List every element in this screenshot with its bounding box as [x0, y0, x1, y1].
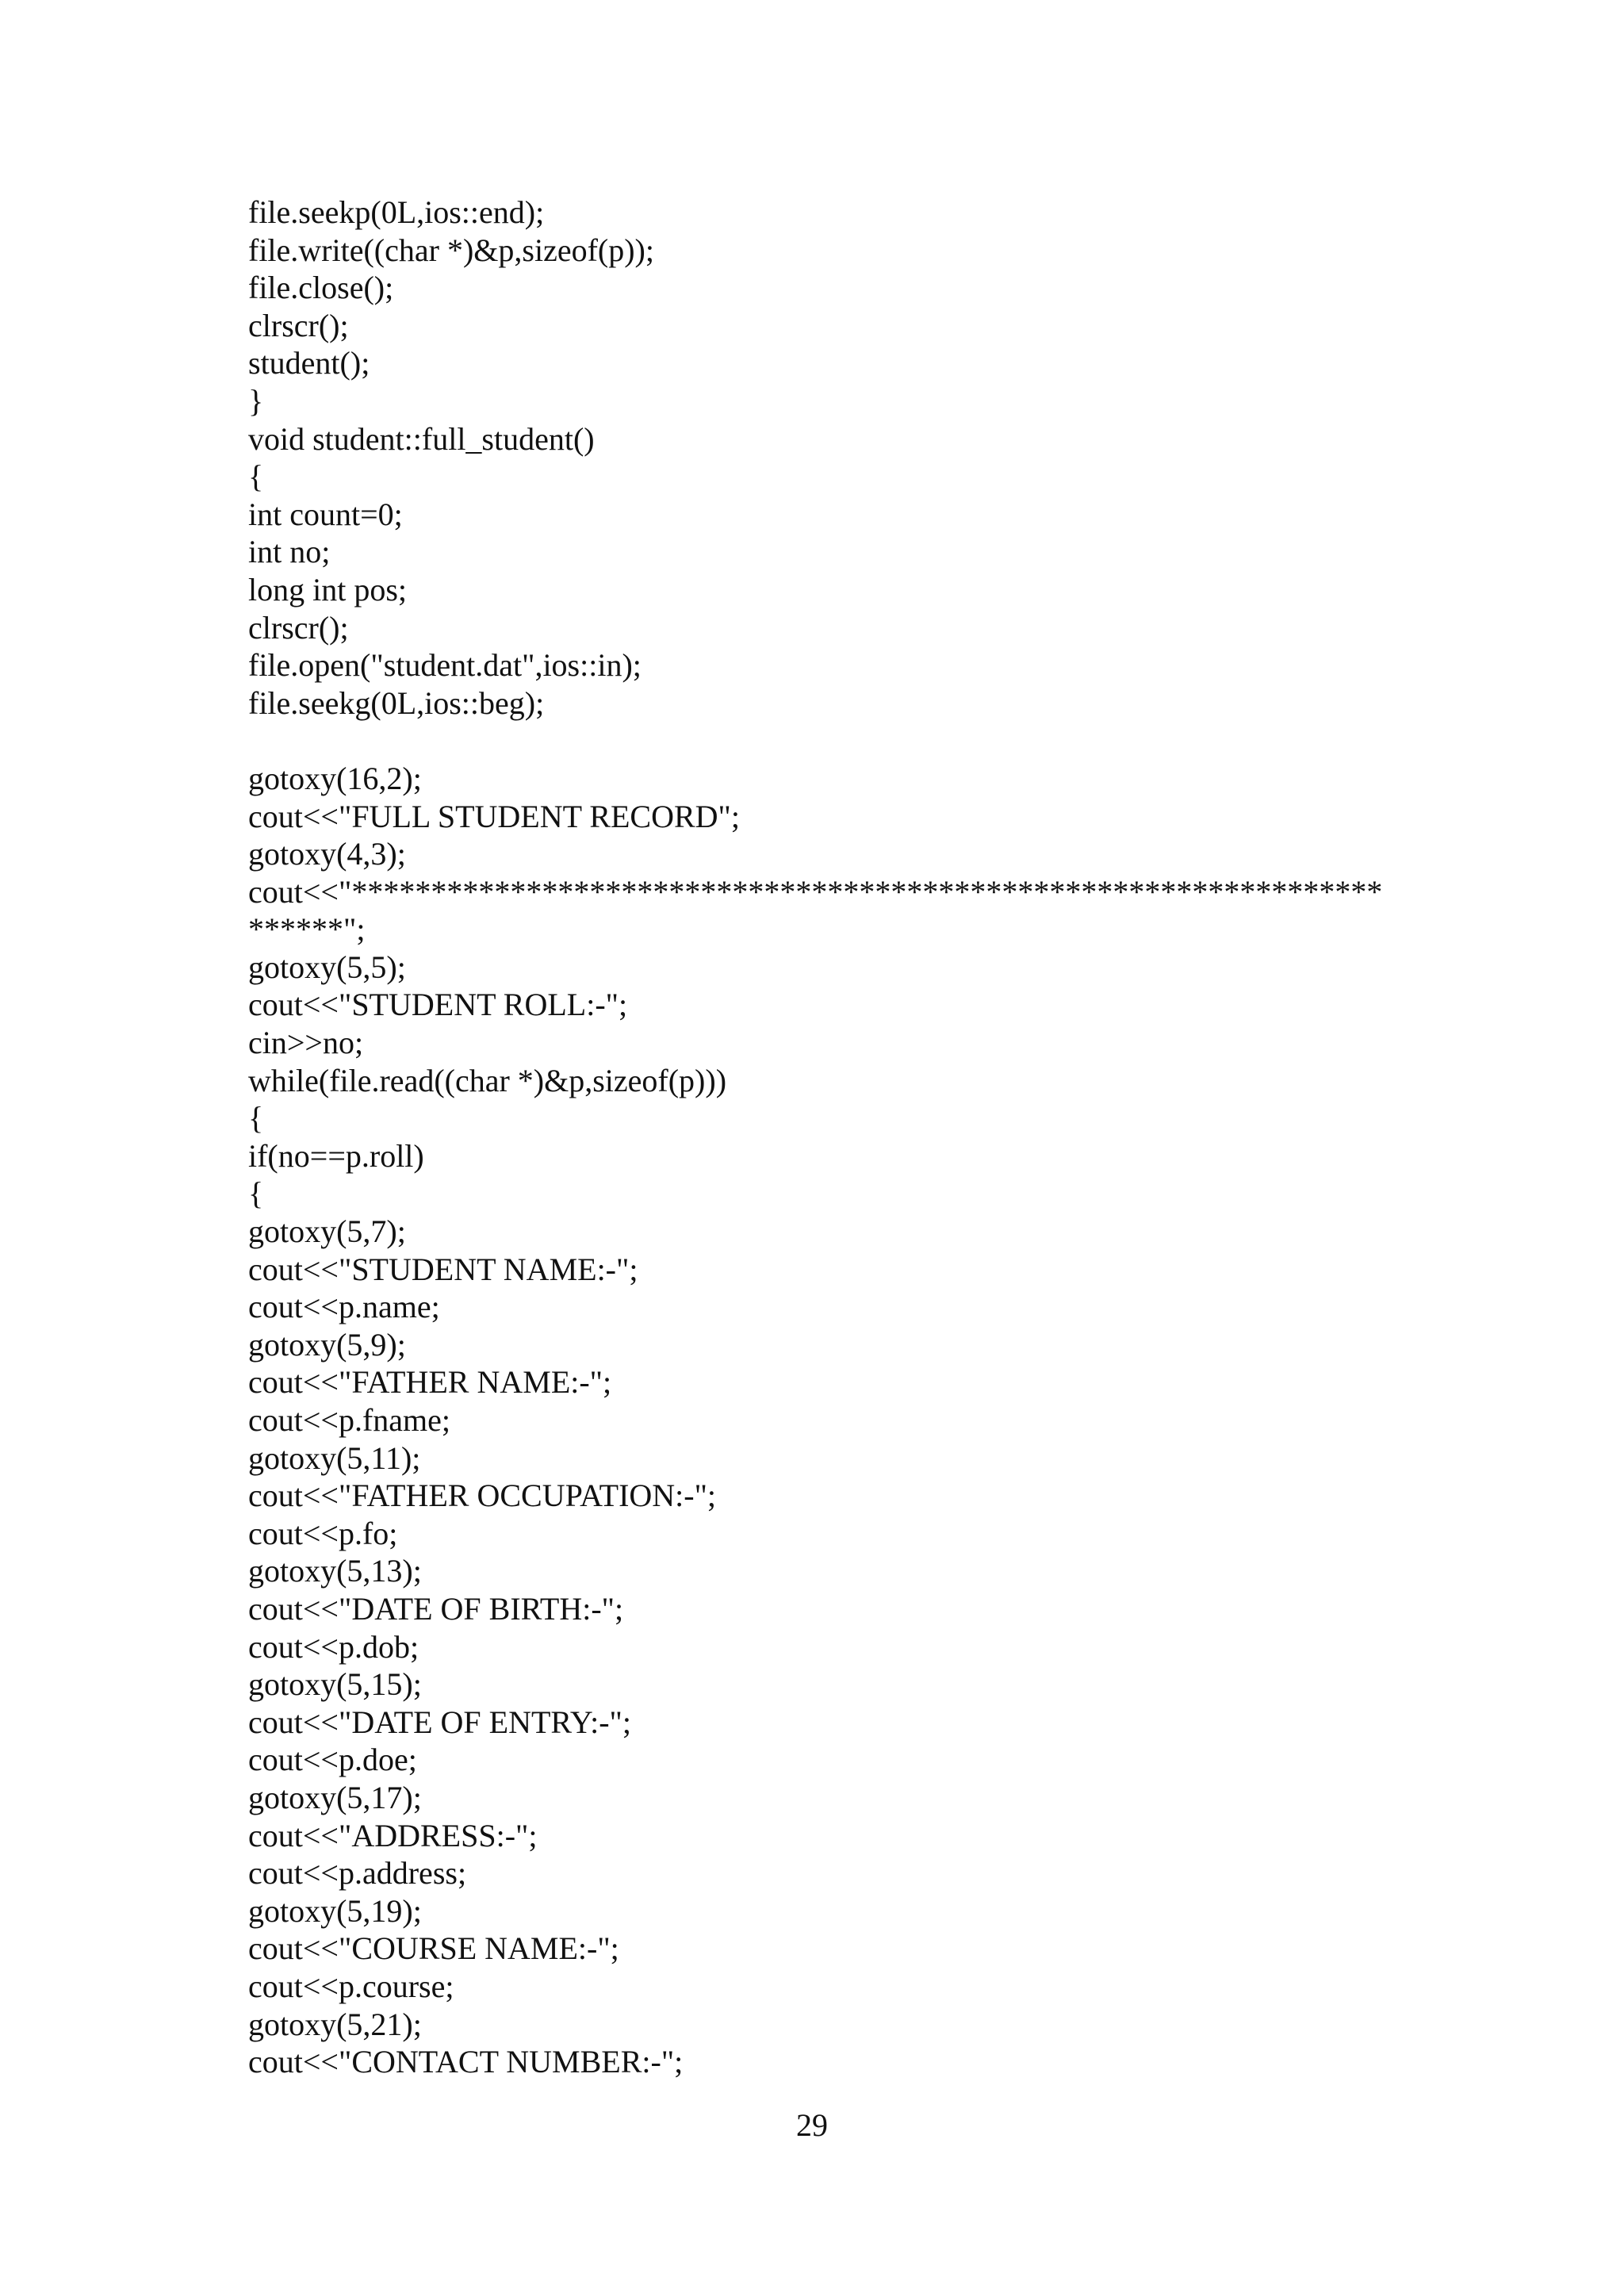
code-line: gotoxy(5,13); — [248, 1553, 422, 1589]
code-line: cout<<"DATE OF ENTRY:-"; — [248, 1704, 631, 1740]
code-line: cout<<p.fname; — [248, 1402, 451, 1438]
code-line: file.open("student.dat",ios::in); — [248, 647, 642, 684]
code-line: if(no==p.roll) — [248, 1137, 424, 1174]
code-line: file.close(); — [248, 270, 394, 306]
code-line: cout<<p.dob; — [248, 1628, 419, 1665]
code-line: ******"; — [248, 911, 366, 948]
code-line: gotoxy(5,7); — [248, 1213, 406, 1250]
code-line: int no; — [248, 534, 331, 570]
code-line: clrscr(); — [248, 609, 349, 646]
code-line: int count=0; — [248, 496, 403, 532]
code-line: gotoxy(16,2); — [248, 760, 422, 796]
code-line: gotoxy(5,17); — [248, 1779, 422, 1815]
code-line: file.seekp(0L,ios::end); — [248, 194, 545, 230]
code-line: long int pos; — [248, 571, 408, 608]
code-line: gotoxy(5,9); — [248, 1326, 406, 1363]
code-line — [248, 722, 1517, 760]
code-line: gotoxy(4,3); — [248, 836, 406, 872]
code-line: cout<<"STUDENT NAME:-"; — [248, 1251, 638, 1287]
code-line: cout<<p.fo; — [248, 1515, 398, 1551]
code-line: gotoxy(5,11); — [248, 1439, 421, 1476]
code-line: { — [248, 1100, 264, 1137]
code-line: { — [248, 1175, 264, 1212]
code-line: { — [248, 458, 264, 495]
code-line: while(file.read((char *)&p,sizeof(p))) — [248, 1062, 727, 1098]
code-line: cin>>no; — [248, 1025, 364, 1061]
code-line: cout<<p.name; — [248, 1289, 440, 1325]
code-line: cout<<p.doe; — [248, 1742, 417, 1778]
code-line: cout<<"STUDENT ROLL:-"; — [248, 987, 628, 1023]
code-line: void student::full_student() — [248, 420, 595, 457]
code-line: } — [248, 382, 264, 419]
code-line: cout<<"FATHER OCCUPATION:-"; — [248, 1478, 717, 1514]
code-line: cout<<"FATHER NAME:-"; — [248, 1364, 612, 1401]
code-line: cout<<"CONTACT NUMBER:-"; — [248, 2044, 684, 2080]
code-line: file.seekg(0L,ios::beg); — [248, 684, 545, 721]
code-listing — [248, 194, 1517, 2081]
code-line: cout<<"ADDRESS:-"; — [248, 1817, 538, 1853]
code-line: gotoxy(5,15); — [248, 1666, 422, 1703]
code-line: clrscr(); — [248, 307, 349, 343]
code-line: cout<<"DATE OF BIRTH:-"; — [248, 1590, 624, 1627]
page-number: 29 — [796, 2107, 828, 2143]
code-line: student(); — [248, 345, 370, 381]
code-line: cout<<"FULL STUDENT RECORD"; — [248, 798, 740, 834]
code-line: cout<<"***************************************************************** — [248, 873, 1383, 910]
code-line: gotoxy(5,5); — [248, 949, 406, 985]
code-line: gotoxy(5,19); — [248, 1892, 422, 1929]
code-line: gotoxy(5,21); — [248, 2006, 422, 2042]
code-line: cout<<p.address; — [248, 1855, 467, 1892]
code-line: file.write((char *)&p,sizeof(p)); — [248, 232, 654, 268]
code-line: cout<<p.course; — [248, 1968, 454, 2004]
code-line: cout<<"COURSE NAME:-"; — [248, 1930, 619, 1967]
